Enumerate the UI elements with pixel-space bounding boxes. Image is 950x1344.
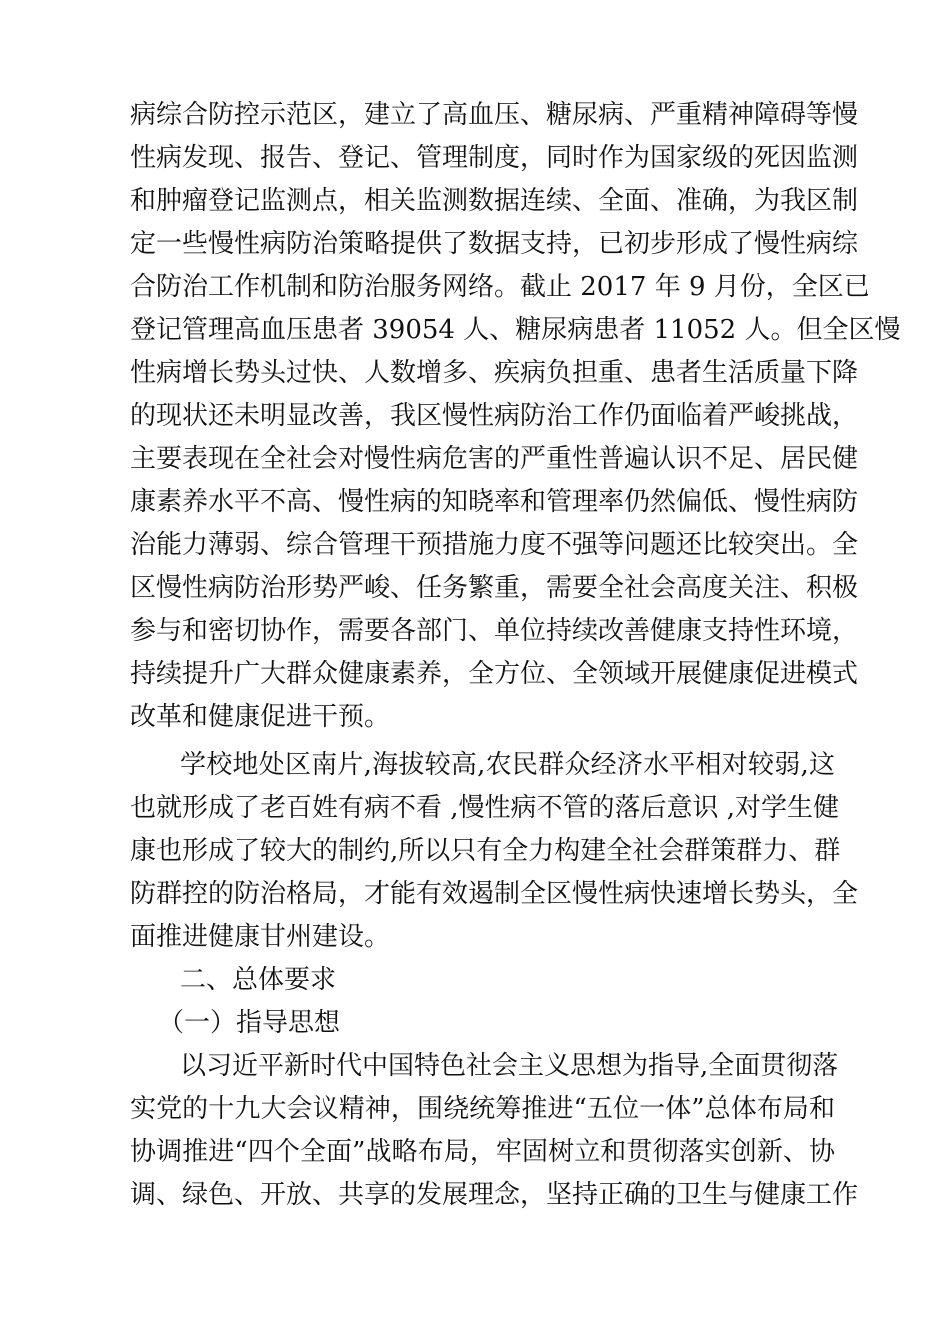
paragraph-1-line-13: 参与和密切协作，需要各部门、单位持续改善健康支持性环境，	[130, 616, 859, 646]
paragraph-3-line-2: 实党的十九大会议精神，围绕统筹推进“五位一体”总体布局和	[130, 1094, 835, 1124]
paragraph-1-line-7: 性病增长势头过快、人数增多、疾病负担重、患者生活质量下降	[130, 358, 859, 388]
paragraph-1-line-6: 登记管理高血压患者 39054 人、糖尿病患者 11052 人。但全区慢	[130, 315, 901, 345]
paragraph-3-line-1: 以习近平新时代中国特色社会主义思想为指导,全面贯彻落	[180, 1051, 839, 1081]
paragraph-2-line-4: 防群控的防治格局，才能有效遏制全区慢性病快速增长势头，全	[130, 879, 859, 909]
paragraph-1-line-2: 性病发现、报告、登记、管理制度，同时作为国家级的死因监测	[130, 143, 859, 173]
paragraph-1-line-5: 合防治工作机制和防治服务网络。截止 2017 年 9 月份，全区已	[130, 272, 870, 302]
paragraph-1-line-12: 区慢性病防治形势严峻、任务繁重，需要全社会高度关注、积极	[130, 573, 859, 603]
paragraph-1-line-4: 定一些慢性病防治策略提供了数据支持，已初步形成了慢性病综	[130, 229, 859, 259]
paragraph-2-line-2: 也就形成了老百姓有病不看 ,慢性病不管的落后意识 ,对学生健	[130, 793, 840, 823]
paragraph-3-line-3: 协调推进“四个全面”战略布局，牢固树立和贯彻落实创新、协	[130, 1137, 835, 1167]
paragraph-1-line-3: 和肿瘤登记监测点，相关监测数据连续、全面、准确，为我区制	[130, 186, 859, 216]
subsection-heading: （一）指导思想	[158, 1008, 341, 1038]
paragraph-3-line-4: 调、绿色、开放、共享的发展理念，坚持正确的卫生与健康工作	[130, 1180, 859, 1210]
paragraph-1-line-8: 的现状还未明显改善，我区慢性病防治工作仍面临着严峻挑战，	[130, 401, 859, 431]
paragraph-1-line-15: 改革和健康促进干预。	[130, 702, 391, 732]
paragraph-1-line-1: 病综合防控示范区，建立了高血压、糖尿病、严重精神障碍等慢	[130, 100, 859, 130]
paragraph-1-line-9: 主要表现在全社会对慢性病危害的严重性普遍认识不足、居民健	[130, 444, 859, 474]
section-heading: 二、总体要求	[180, 965, 337, 995]
paragraph-2-line-5: 面推进健康甘州建设。	[130, 922, 391, 952]
paragraph-2-line-1: 学校地处区南片,海拔较高,农民群众经济水平相对较弱,这	[180, 750, 835, 780]
paragraph-1-line-10: 康素养水平不高、慢性病的知晓率和管理率仍然偏低、慢性病防	[130, 487, 859, 517]
paragraph-1-line-11: 治能力薄弱、综合管理干预措施力度不强等问题还比较突出。全	[130, 530, 859, 560]
paragraph-1-line-14: 持续提升广大群众健康素养，全方位、全领域开展健康促进模式	[130, 659, 859, 689]
paragraph-2-line-3: 康也形成了较大的制约,所以只有全力构建全社会群策群力、群	[130, 836, 841, 866]
